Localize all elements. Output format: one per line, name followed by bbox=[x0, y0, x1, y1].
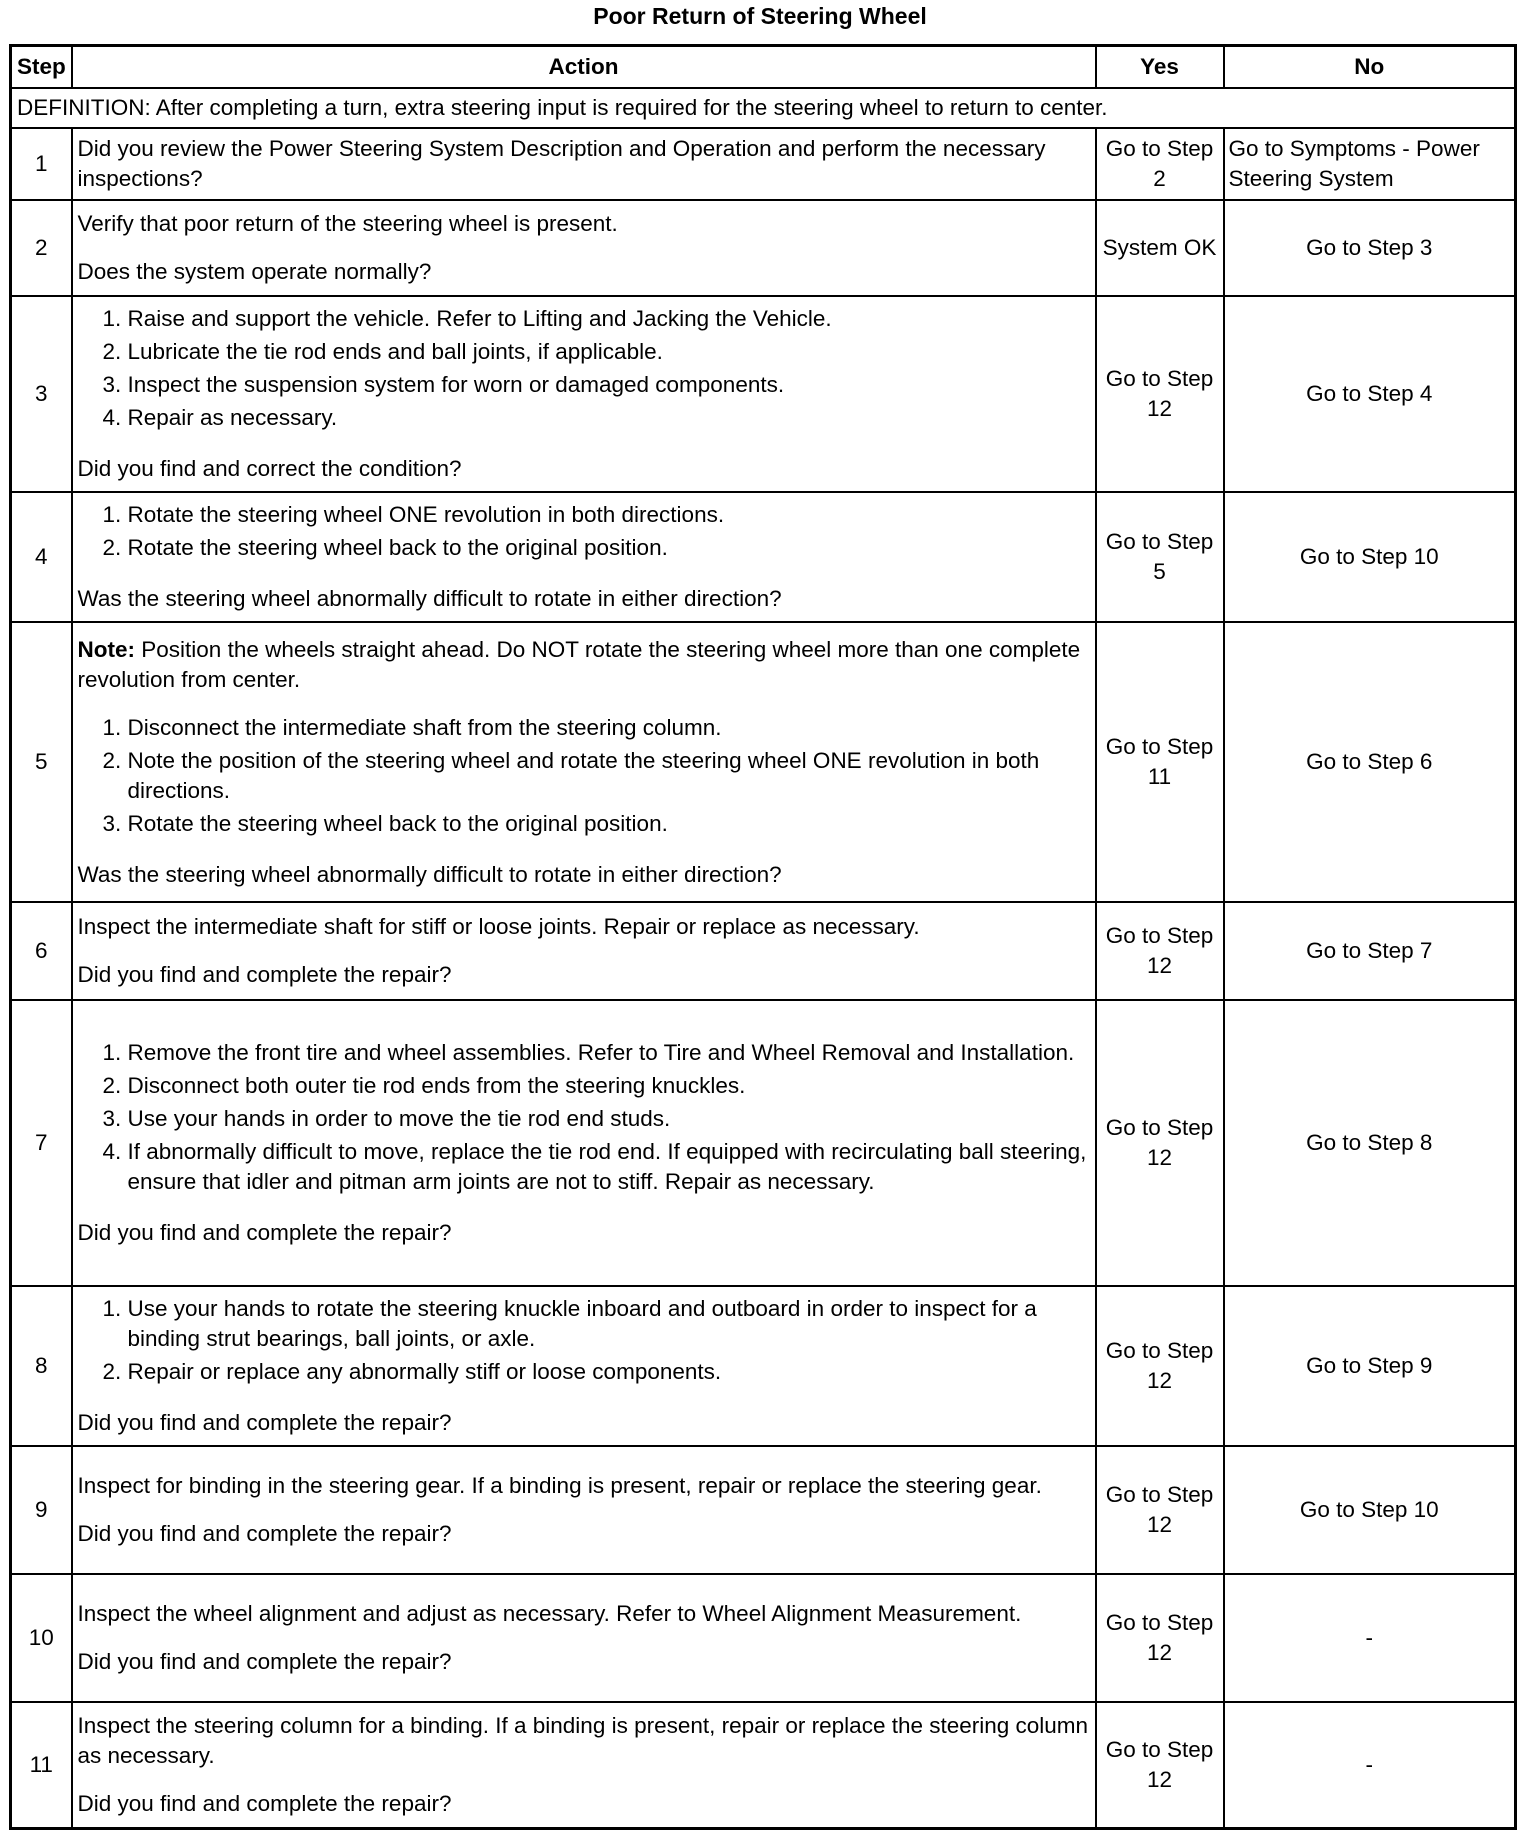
no-cell: Go to Step 9 bbox=[1224, 1286, 1516, 1446]
no-cell: Go to Step 8 bbox=[1224, 1000, 1516, 1286]
no-cell: - bbox=[1224, 1574, 1516, 1702]
table-row bbox=[11, 902, 1516, 1000]
action-cell bbox=[72, 1574, 1096, 1702]
yes-cell: Go to Step 2 bbox=[1096, 128, 1224, 200]
table-row bbox=[11, 1286, 1516, 1446]
action-question: Did you find and complete the repair? bbox=[77, 1410, 452, 1435]
action-question: Was the steering wheel abnormally difficult to rotate in either direction? bbox=[77, 861, 782, 887]
no-header: No bbox=[1224, 46, 1516, 89]
table-row bbox=[11, 128, 1516, 200]
action-cell bbox=[72, 1286, 1096, 1446]
action-list bbox=[78, 713, 1090, 839]
yes-cell: Go to Step 11 bbox=[1096, 622, 1224, 902]
table-row bbox=[11, 200, 1516, 296]
list-item: 2. Disconnect both outer tie rod ends from the steering knuckles. bbox=[128, 1071, 1090, 1101]
list-item: 3. Use your hands in order to move the tie rod end studs. bbox=[128, 1104, 1090, 1134]
yes-cell: Go to Step 12 bbox=[1096, 1286, 1224, 1446]
no-cell: Go to Step 7 bbox=[1224, 902, 1516, 1000]
action-header: Action bbox=[72, 46, 1096, 89]
action-cell bbox=[72, 200, 1096, 296]
no-cell: Go to Step 10 bbox=[1224, 1446, 1516, 1574]
list-item: 2. Lubricate the tie rod ends and ball joints, if applicable. bbox=[128, 337, 1090, 367]
action-text: Inspect the steering column for a binding. If a binding is present, repair or replace the steering column as necessary. bbox=[77, 1712, 1089, 1768]
action-text: Inspect for binding in the steering gear. If a binding is present, repair or replace the steering gear. bbox=[77, 1473, 1042, 1498]
action-cell bbox=[72, 128, 1096, 200]
action-cell bbox=[72, 296, 1096, 492]
list-item: 4. Repair as necessary. bbox=[128, 403, 1090, 433]
step-number: 5 bbox=[11, 622, 72, 902]
list-item: 1. Remove the front tire and wheel assemblies. Refer to Tire and Wheel Removal and Installation. bbox=[128, 1038, 1090, 1068]
action-text: Verify that poor return of the steering wheel is present. bbox=[77, 211, 618, 236]
note-label: Note: bbox=[77, 636, 135, 662]
yes-cell: Go to Step 12 bbox=[1096, 296, 1224, 492]
action-list bbox=[78, 1038, 1090, 1197]
step-number: 4 bbox=[11, 492, 72, 622]
step-number: 8 bbox=[11, 1286, 72, 1446]
yes-header: Yes bbox=[1096, 46, 1224, 89]
action-list bbox=[78, 500, 1090, 563]
action-text: Inspect the intermediate shaft for stiff or loose joints. Repair or replace as necessary. bbox=[77, 914, 920, 939]
table-row bbox=[11, 1446, 1516, 1574]
action-question: Was the steering wheel abnormally difficult to rotate in either direction? bbox=[77, 586, 782, 611]
no-cell: Go to Step 4 bbox=[1224, 296, 1516, 492]
table-row bbox=[11, 1000, 1516, 1286]
step-number: 10 bbox=[11, 1574, 72, 1702]
list-item: 4. If abnormally difficult to move, replace the tie rod end. If equipped with recirculating ball steering, ensure that idler and pitman arm joints are not to stiff. Repair as necessary. bbox=[128, 1137, 1090, 1197]
action-cell bbox=[72, 1446, 1096, 1574]
step-number: 2 bbox=[11, 200, 72, 296]
action-text: Did you review the Power Steering System Description and Operation and perform the necessary inspections? bbox=[77, 136, 1046, 191]
step-number: 9 bbox=[11, 1446, 72, 1574]
list-item: 2. Note the position of the steering wheel and rotate the steering wheel ONE revolution in both directions. bbox=[128, 746, 1090, 806]
action-question: Did you find and complete the repair? bbox=[77, 1220, 452, 1245]
action-list bbox=[78, 304, 1090, 433]
table-row bbox=[11, 622, 1516, 902]
yes-cell: Go to Step 12 bbox=[1096, 1000, 1224, 1286]
action-question: Does the system operate normally? bbox=[77, 259, 432, 284]
no-cell: Go to Step 10 bbox=[1224, 492, 1516, 622]
table-row bbox=[11, 1574, 1516, 1702]
action-cell bbox=[72, 1000, 1096, 1286]
list-item: 3. Rotate the steering wheel back to the original position. bbox=[128, 809, 1090, 839]
no-cell: Go to Symptoms - Power Steering System bbox=[1224, 128, 1516, 200]
definition-text: DEFINITION: After completing a turn, extra steering input is required for the steering wheel to return to center. bbox=[11, 88, 1516, 128]
action-question: Did you find and complete the repair? bbox=[77, 1649, 452, 1674]
list-item: 2. Rotate the steering wheel back to the original position. bbox=[128, 533, 1090, 563]
action-question: Did you find and correct the condition? bbox=[77, 456, 462, 481]
yes-cell: System OK bbox=[1096, 200, 1224, 296]
step-number: 6 bbox=[11, 902, 72, 1000]
yes-cell: Go to Step 12 bbox=[1096, 1702, 1224, 1828]
list-item: 1. Use your hands to rotate the steering knuckle inboard and outboard in order to inspect for a binding strut bearings, ball joints, or axle. bbox=[128, 1294, 1090, 1354]
list-item: 1. Rotate the steering wheel ONE revolution in both directions. bbox=[128, 500, 1090, 530]
step-number: 7 bbox=[11, 1000, 72, 1286]
step-number: 1 bbox=[11, 128, 72, 200]
note bbox=[78, 635, 1090, 695]
list-item: 3. Inspect the suspension system for worn or damaged components. bbox=[128, 370, 1090, 400]
action-question: Did you find and complete the repair? bbox=[77, 1790, 452, 1816]
no-cell: Go to Step 6 bbox=[1224, 622, 1516, 902]
document-title: Poor Return of Steering Wheel bbox=[593, 3, 927, 29]
action-cell bbox=[72, 902, 1096, 1000]
table-row bbox=[11, 296, 1516, 492]
no-cell: - bbox=[1224, 1702, 1516, 1828]
yes-cell: Go to Step 5 bbox=[1096, 492, 1224, 622]
no-cell: Go to Step 3 bbox=[1224, 200, 1516, 296]
diagnostic-table bbox=[9, 44, 1517, 1830]
yes-cell: Go to Step 12 bbox=[1096, 1446, 1224, 1574]
action-cell bbox=[72, 622, 1096, 902]
action-question: Did you find and complete the repair? bbox=[77, 962, 452, 987]
yes-cell: Go to Step 12 bbox=[1096, 1574, 1224, 1702]
table-row bbox=[11, 492, 1516, 622]
table-row bbox=[11, 1702, 1516, 1828]
step-number: 11 bbox=[11, 1702, 72, 1828]
list-item: 1. Disconnect the intermediate shaft from the steering column. bbox=[128, 713, 1090, 743]
action-question: Did you find and complete the repair? bbox=[77, 1521, 452, 1546]
action-cell bbox=[72, 1702, 1096, 1828]
action-list bbox=[78, 1294, 1090, 1387]
note-text: Position the wheels straight ahead. Do NOT rotate the steering wheel more than one complete revolution from center. bbox=[77, 636, 1081, 692]
action-text: Inspect the wheel alignment and adjust as necessary. Refer to Wheel Alignment Measurement. bbox=[77, 1601, 1022, 1626]
definition-row bbox=[11, 88, 1516, 128]
yes-cell: Go to Step 12 bbox=[1096, 902, 1224, 1000]
header-row bbox=[11, 46, 1516, 89]
action-cell bbox=[72, 492, 1096, 622]
step-header: Step bbox=[11, 46, 72, 89]
list-item: 1. Raise and support the vehicle. Refer to Lifting and Jacking the Vehicle. bbox=[128, 304, 1090, 334]
step-number: 3 bbox=[11, 296, 72, 492]
list-item: 2. Repair or replace any abnormally stiff or loose components. bbox=[128, 1357, 1090, 1387]
